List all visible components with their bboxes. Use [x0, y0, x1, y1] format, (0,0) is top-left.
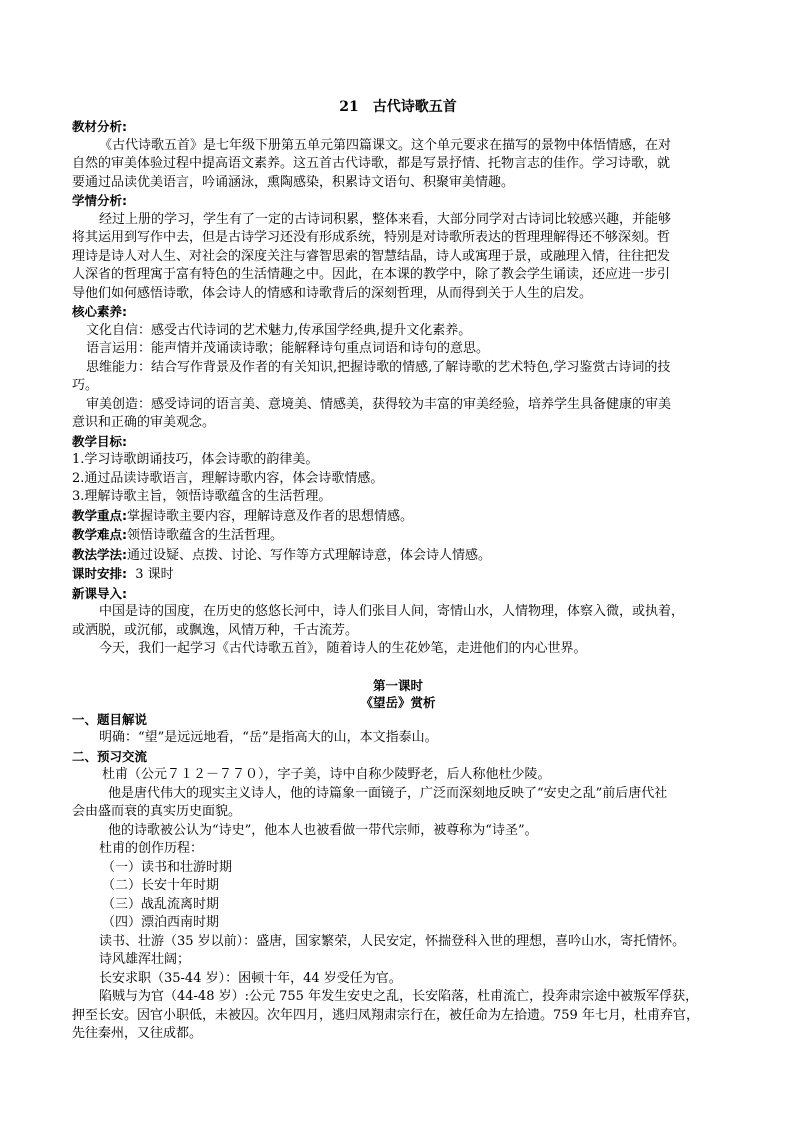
zhongdian-line — [72, 507, 724, 527]
paragraph-line: 人深省的哲理寓于富有特色的生活情趣之中。因此，在本课的教学中，除了教会学生诵读，还应进一步引 — [72, 267, 671, 282]
paragraph-line: 读书、壮游（35 岁以前）：盛唐，国家繁荣，人民安定，怀揣登科入世的理想，喜吟山水，寄托情怀。 — [99, 933, 686, 949]
heading-hexin: 核心素养: — [72, 304, 127, 319]
keshi-line — [72, 565, 724, 585]
paragraph-line: 理诗是诗人对人生、对社会的深度关注与睿智思索的智慧结晶，诗人或寓理于景，或融理入情，往往把发 — [72, 248, 671, 264]
paragraph-line: 审美创造：感受诗词的语言美、意境美、情感美，获得较为丰富的审美经验，培养学生具备健康的审美 — [86, 396, 672, 412]
section-heading: 二、预习交流 — [72, 748, 148, 764]
keshi-text: 3 课时 — [127, 567, 174, 582]
paragraph-line: 自然的审美体验过程中提高语文素养。这五首古代诗歌，都是写景抒情、托物言志的佳作。学习诗歌，就 — [72, 156, 671, 171]
period-item: （二）长安十年时期 — [102, 878, 220, 893]
spacer — [72, 659, 724, 677]
paragraph-line: 他的诗歌被公认为“诗史”，他本人也被看做一带代宗师，被尊称为“诗圣”。 — [108, 822, 538, 838]
goal-item: 3.理解诗歌主旨，领悟诗歌蕴含的生活哲理。 — [72, 489, 332, 504]
paragraph-line: 经过上册的学习，学生有了一定的古诗词积累，整体来看，大部分同学对古诗词比较感兴趣，并能够 — [99, 211, 672, 227]
jiaofa-text: 通过设疑、点拨、讨论、写作等方式理解诗意，体会诗人情感。 — [127, 547, 492, 563]
goal-item: 1.学习诗歌朗诵技巧，体会诗歌的韵律美。 — [72, 452, 319, 467]
nandian-text: 领悟诗歌蕴含的生活哲理。 — [127, 528, 284, 543]
paragraph-line: 杜甫（公元７１２－７７０），字子美，诗中自称少陵野老，后人称他杜少陵。 — [102, 767, 551, 782]
section-heading: 一、题目解说 — [72, 711, 148, 727]
paragraph-line: 杜甫的创作历程： — [99, 841, 204, 856]
paragraph-line: 他是唐代伟大的现实主义诗人，他的诗篇象一面镜子，广泛而深刻地反映了“安史之乱”前后唐代社 — [108, 785, 668, 801]
paragraph-line: 明确：“望”是远远地看，“岳”是指高大的山，本文指泰山。 — [99, 730, 438, 745]
paragraph-line: 先往秦州，又往成都。 — [72, 1026, 203, 1041]
paragraph-line: 或洒脱，或沉郁，或飘逸，风情万种，千古流芳。 — [72, 622, 359, 638]
paragraph-line: 将其运用到写作中去，但是古诗学习还没有形成系统，特别是对诗歌所表达的哲理理解得还不够深刻。哲 — [72, 230, 671, 245]
paragraph-line: 会由盛而衰的真实历史面貌。 — [72, 804, 242, 819]
paragraph-line: 文化自信：感受古代诗词的艺术魅力,传承国学经典,提升文化素养。 — [86, 322, 472, 338]
heading-daoru: 新课导入: — [72, 585, 127, 601]
jiaofa-line — [72, 546, 724, 566]
heading-xueqing: 学情分析: — [72, 193, 127, 208]
period-item: （四）漂泊西南时期 — [102, 915, 220, 930]
paragraph-line: 押至长安。因官小职低，未被囚。次年四月，逃归凤翔肃宗行在，被任命为左拾遗。759 年七月，杜甫弃官， — [72, 1007, 699, 1023]
document-title: 21 古代诗歌五首 — [339, 99, 457, 115]
paragraph-line: 意识和正确的审美观念。 — [72, 415, 216, 430]
heading-mubiao: 教学目标: — [72, 433, 127, 449]
lesson-title: 第一课时 — [372, 677, 423, 693]
document-page — [72, 98, 724, 1044]
paragraph-line: 《古代诗歌五首》是七年级下册第五单元第四篇课文。这个单元要求在描写的景物中体悟情感，在对 — [99, 137, 672, 153]
lesson-subtitle: 《望岳》赏析 — [360, 694, 436, 710]
nandian-label: 教学难点: — [72, 527, 127, 542]
zhongdian-label: 教学重点: — [72, 507, 127, 523]
keshi-label: 课时安排: — [72, 566, 127, 581]
paragraph-line: 今天，我们一起学习《古代诗歌五首》，随着诗人的生花妙笔，走进他们的内心世界。 — [99, 641, 587, 656]
paragraph-line: 要通过品读优美语言，吟诵涵泳，熏陶感染，积累诗文语句、积聚审美情趣。 — [72, 174, 515, 190]
paragraph-line: 诗风雄浑壮阔； — [99, 952, 191, 967]
period-item: （一）读书和壮游时期 — [102, 859, 233, 875]
paragraph-line: 陷贼与为官（44-48 岁）:公元 755 年发生安史之乱，长安陷落，杜甫流亡，投奔肃宗途中被叛军俘获， — [99, 989, 699, 1004]
nandian-line — [72, 526, 724, 546]
paragraph-line: 导他们如何感悟诗歌，体会诗人的情感和诗歌背后的深刻哲理，从而得到关于人生的启发。 — [72, 285, 593, 301]
paragraph-line: 思维能力：结合写作背景及作者的有关知识,把握诗歌的情感,了解诗歌的艺术特色,学习鉴赏古诗词的技 — [86, 359, 671, 375]
paragraph-line: 语言运用：能声情并茂诵读诗歌；能解释诗句重点词语和诗句的意思。 — [86, 341, 490, 356]
paragraph-line: 巧。 — [72, 378, 99, 393]
heading-jiaocai: 教材分析: — [72, 119, 127, 134]
paragraph-line: 中国是诗的国度，在历史的悠悠长河中，诗人们张目人间，寄情山水，人情物理，体察入微，或执着， — [99, 604, 685, 619]
goal-item: 2.通过品读诗歌语言，理解诗歌内容，体会诗歌情感。 — [72, 470, 384, 486]
period-item: （三）战乱流离时期 — [102, 896, 220, 912]
zhongdian-text: 掌握诗歌主要内容，理解诗意及作者的思想情感。 — [127, 508, 414, 524]
paragraph-line: 长安求职（35-44 岁）：困顿十年，44 岁受任为官。 — [99, 970, 402, 986]
jiaofa-label: 教法学法: — [72, 546, 127, 562]
